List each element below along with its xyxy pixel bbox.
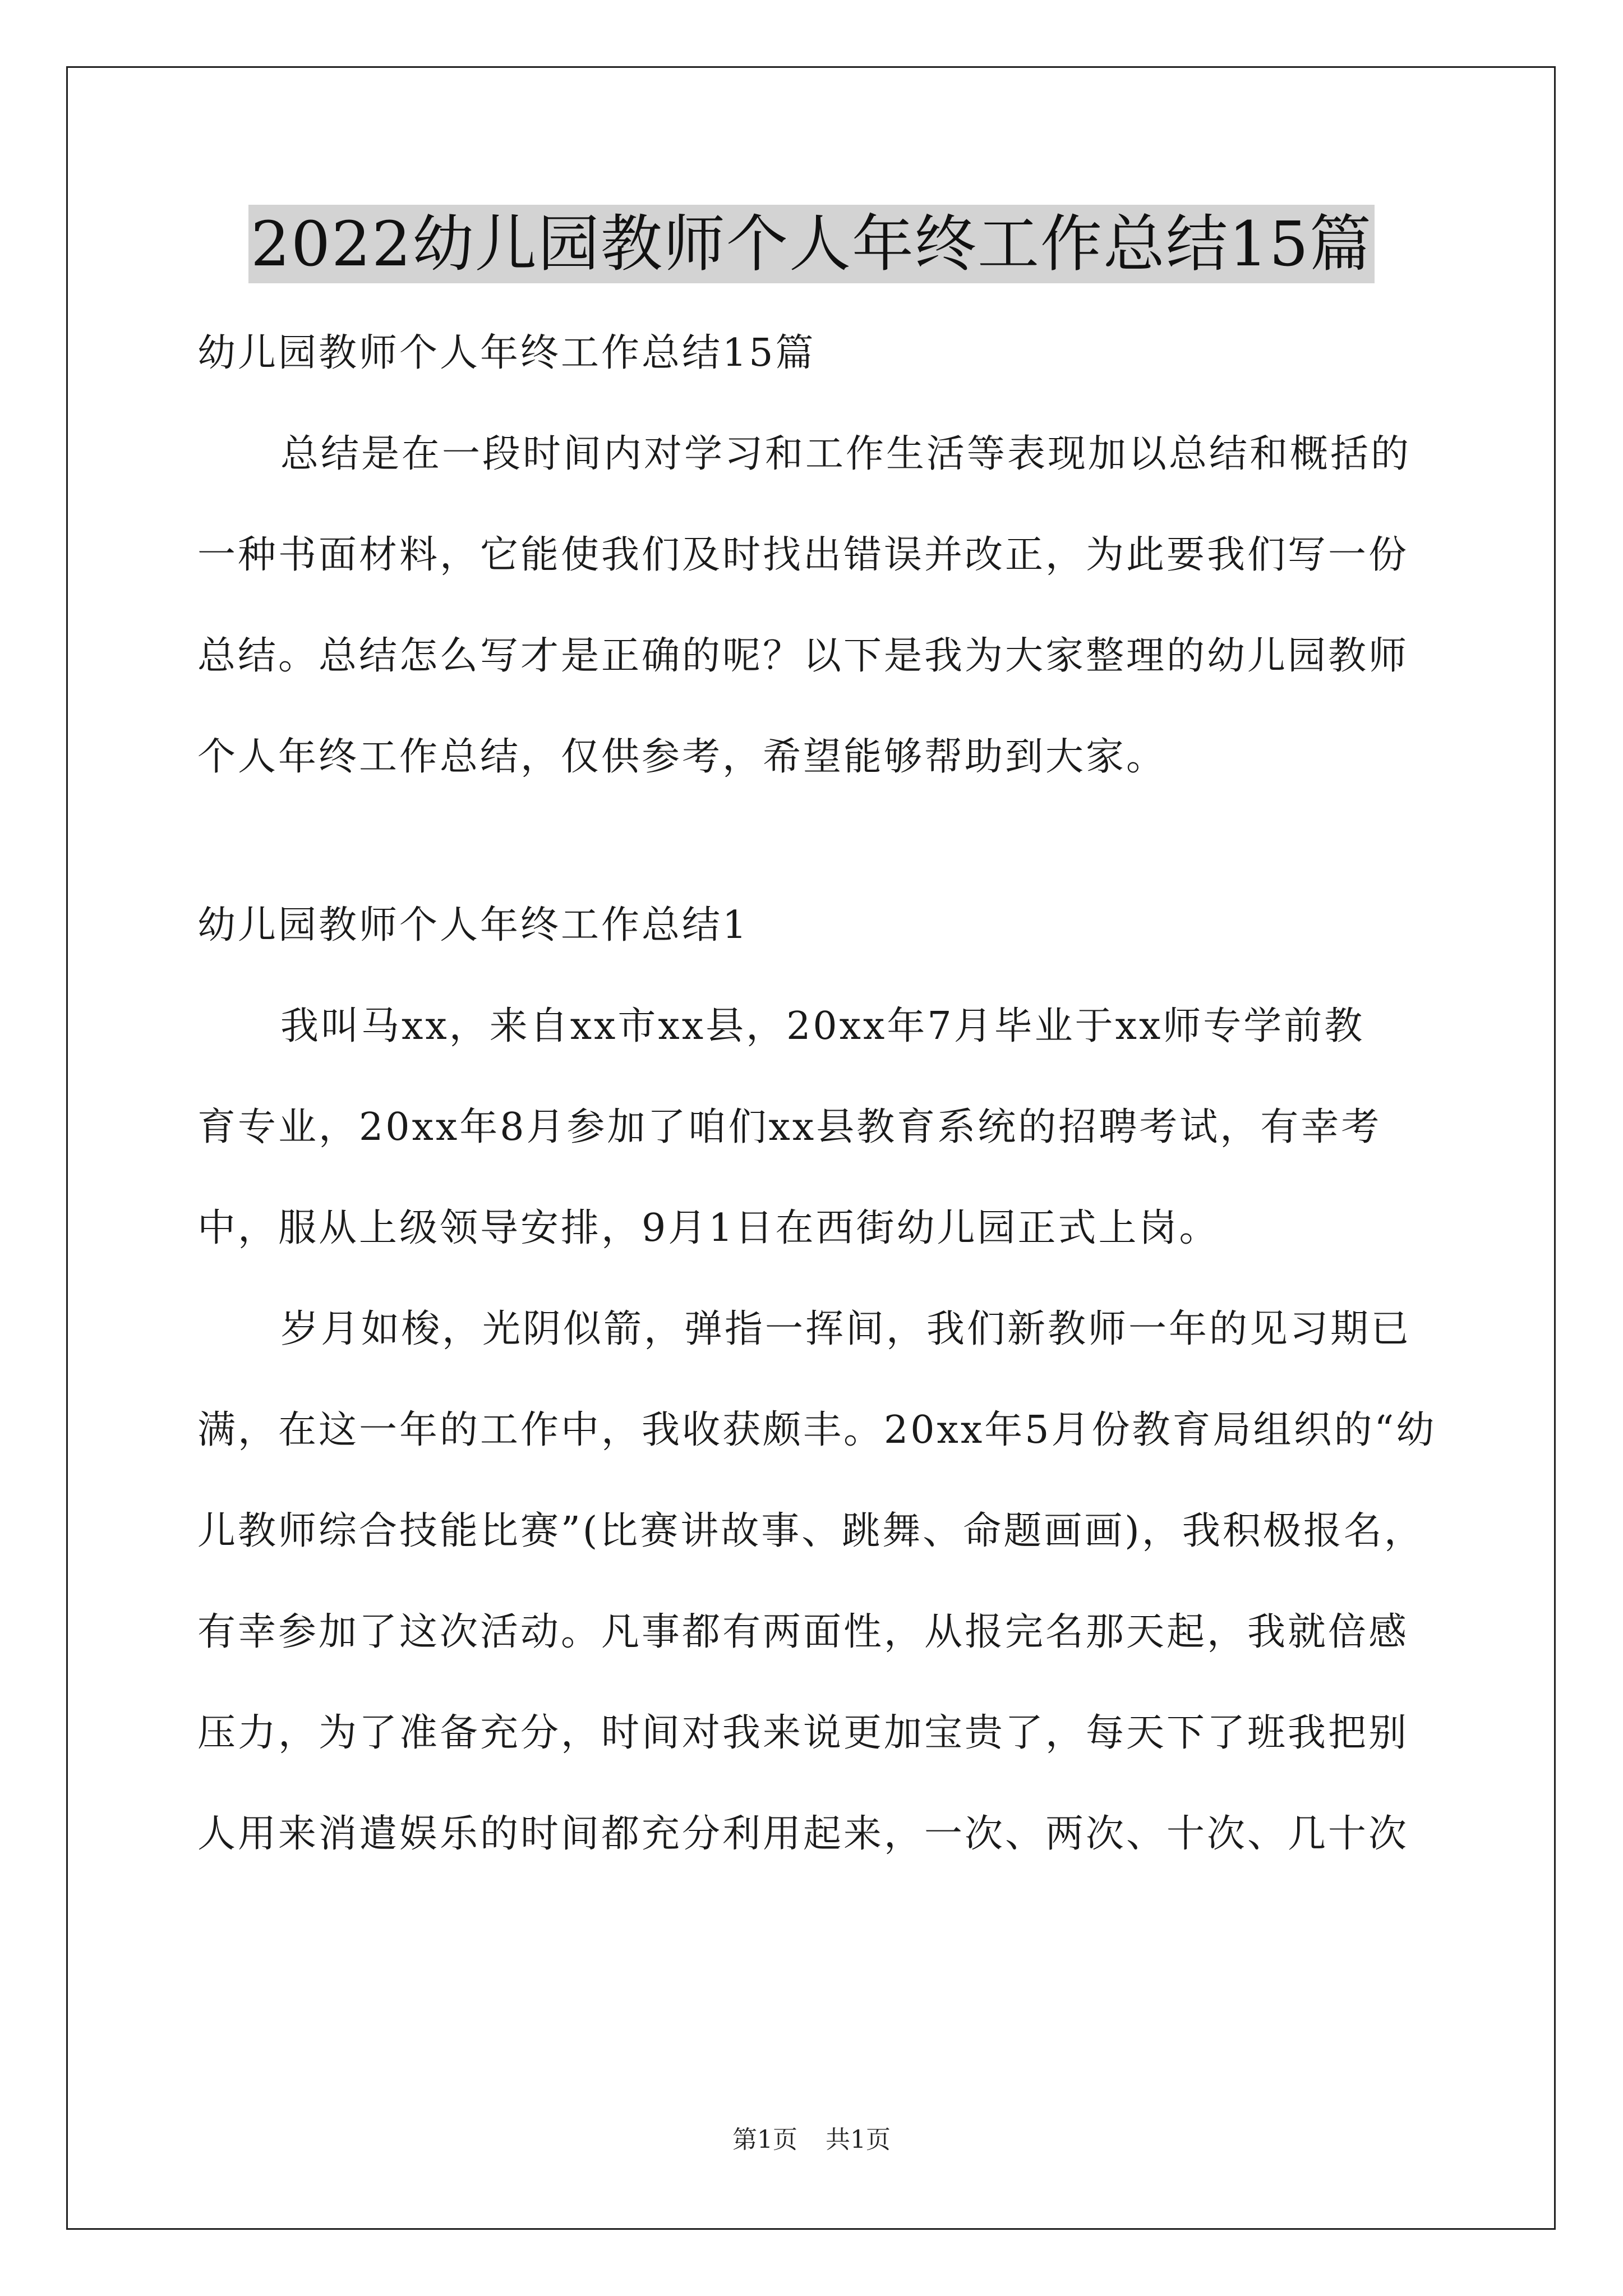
paragraph-line: 育专业，20xx年8月参加了咱们xx县教育系统的招聘考试，有幸考 xyxy=(197,1105,1382,1149)
spacer xyxy=(197,808,1431,875)
page-footer xyxy=(0,2123,1623,2157)
section-heading: 幼儿园教师个人年终工作总结1 xyxy=(197,903,749,947)
paragraph-line: 我叫马xx，来自xx市xx县，20xx年7月毕业于xx师专学前教 xyxy=(280,1004,1365,1048)
intro-line: 个人年终工作总结，仅供参考，希望能够帮助到大家。 xyxy=(197,735,1167,779)
paragraph-line: 儿教师综合技能比赛”(比赛讲故事、跳舞、命题画画)，我积极报名， xyxy=(197,1509,1424,1553)
subtitle: 幼儿园教师个人年终工作总结15篇 xyxy=(197,331,816,375)
intro-line: 一种书面材料，它能使我们及时找出错误并改正，为此要我们写一份 xyxy=(197,533,1409,577)
paragraph-line: 人用来消遣娱乐的时间都充分利用起来，一次、两次、十次、几十次 xyxy=(197,1812,1409,1856)
paragraph-line: 有幸参加了这次活动。凡事都有两面性，从报完名那天起，我就倍感 xyxy=(197,1610,1409,1654)
page-number: 第1页 xyxy=(732,2125,797,2154)
paragraph-line: 中，服从上级领导安排，9月1日在西街幼儿园正式上岗。 xyxy=(197,1206,1220,1250)
paragraph-line: 岁月如梭，光阴似箭，弹指一挥间，我们新教师一年的见习期已 xyxy=(280,1307,1412,1351)
page-total: 共1页 xyxy=(826,2125,891,2154)
title-container xyxy=(0,205,1623,283)
document-body xyxy=(197,303,1437,1885)
paragraph-line: 满，在这一年的工作中，我收获颇丰。20xx年5月份教育局组织的“幼 xyxy=(197,1408,1437,1452)
intro-line: 总结是在一段时间内对学习和工作生活等表现加以总结和概括的 xyxy=(280,432,1412,476)
document-title: 2022幼儿园教师个人年终工作总结15篇 xyxy=(248,205,1375,283)
intro-line: 总结。总结怎么写才是正确的呢？以下是我为大家整理的幼儿园教师 xyxy=(197,634,1409,678)
paragraph-line: 压力，为了准备充分，时间对我来说更加宝贵了，每天下了班我把别 xyxy=(197,1711,1409,1755)
